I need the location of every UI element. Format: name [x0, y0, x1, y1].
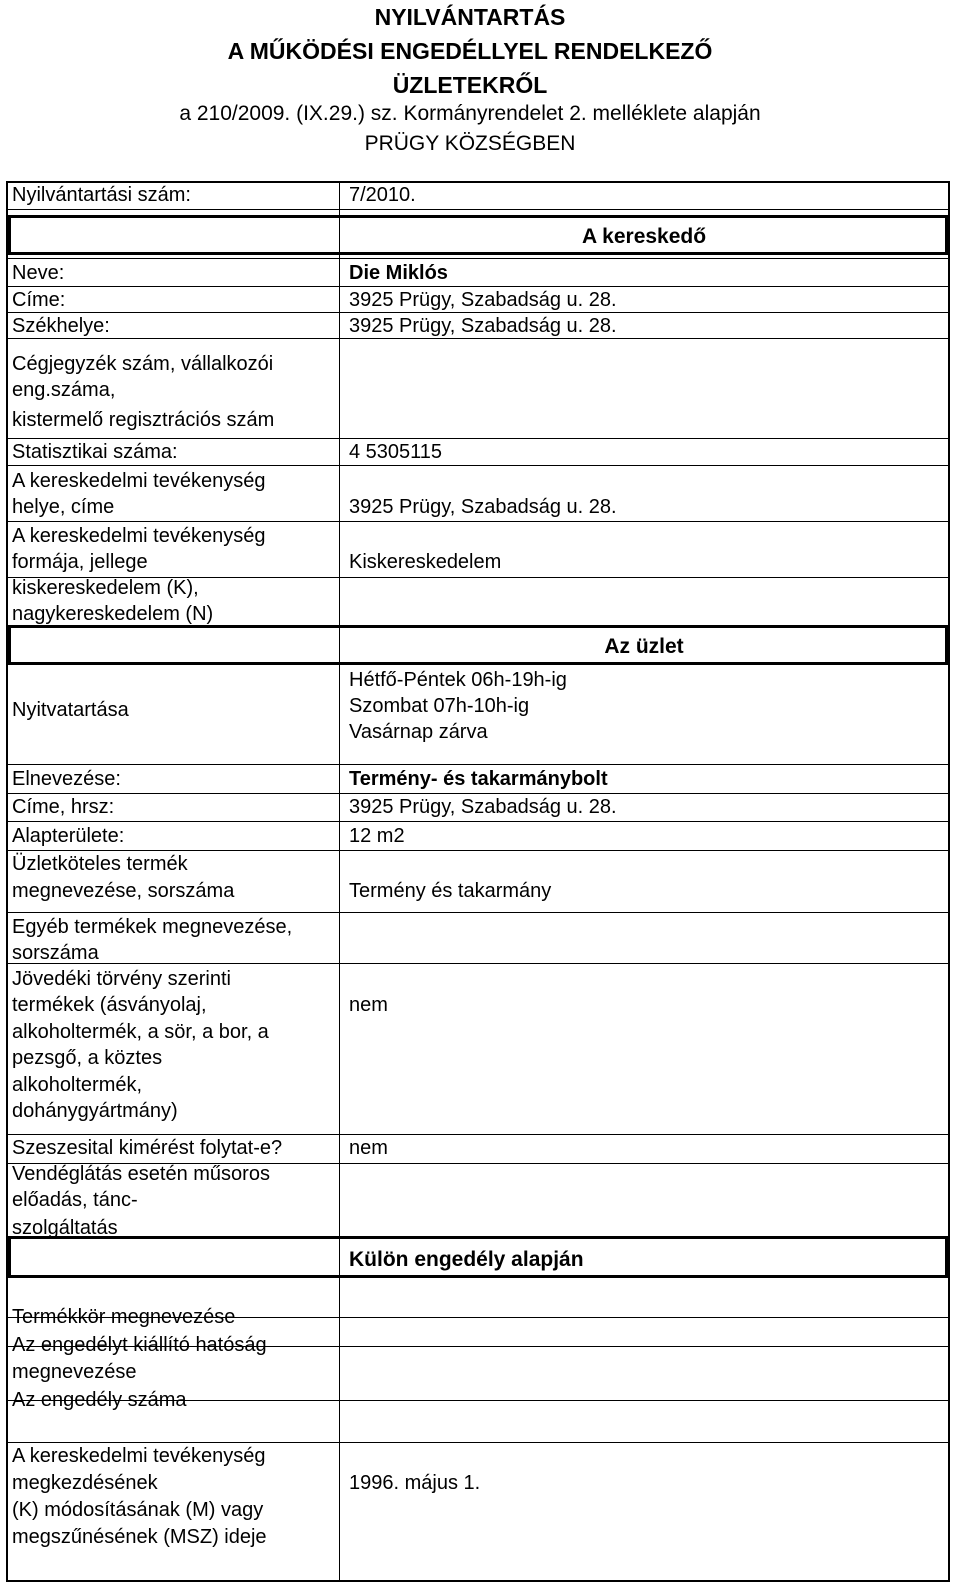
shop-excise-label-3: alkoholtermék, a sör, a bor, a [12, 1021, 269, 1043]
shop-other-label-2: sorszáma [12, 942, 99, 964]
start-label-3: (K) módosításának (M) vagy [12, 1499, 264, 1521]
shop-product-label-1: Üzletköteles termék [12, 853, 188, 875]
trader-form-label-2: formája, jellege [12, 551, 148, 573]
trader-kn-label-1: kiskereskedelem (K), [12, 577, 199, 599]
shop-show-label-2: előadás, tánc- [12, 1189, 138, 1211]
doc-title-line-1: NYILVÁNTARTÁS [374, 4, 566, 30]
registry-number-value: 7/2010. [349, 184, 416, 206]
trader-place-value: 3925 Prügy, Szabadság u. 28. [349, 496, 617, 518]
start-date-value: 1996. május 1. [349, 1472, 481, 1494]
registry-number-label: Nyilvántartási szám: [12, 184, 191, 206]
registry-table [6, 181, 950, 1582]
trader-seat-label: Székhelye: [12, 315, 110, 337]
shop-product-label-2: megnevezése, sorszáma [12, 880, 235, 902]
trader-reg-label-1: Cégjegyzék szám, vállalkozói [12, 353, 274, 375]
start-label-1: A kereskedelmi tevékenység [12, 1445, 266, 1467]
permit-authority-label-1: Az engedélyt kiállító hatóság [12, 1334, 267, 1356]
doc-title-line-3: ÜZLETEKRŐL [392, 72, 548, 98]
section-shop-heading: Az üzlet [604, 635, 684, 658]
table-border-right [948, 181, 950, 1582]
row-divider [6, 912, 950, 913]
shop-area-label: Alapterülete: [12, 825, 125, 847]
doc-subtitle-village: PRÜGY KÖZSÉGBEN [364, 132, 576, 155]
permit-number-label: Az engedély száma [12, 1389, 187, 1411]
trader-address-value: 3925 Prügy, Szabadság u. 28. [349, 289, 617, 311]
shop-name-value: Termény- és takarmánybolt [349, 768, 608, 790]
shop-hours-saturday: Szombat 07h-10h-ig [349, 695, 530, 717]
shop-name-label: Elnevezése: [12, 768, 121, 790]
table-border-bottom [6, 1580, 950, 1582]
trader-name-value: Die Miklós [349, 262, 448, 284]
shop-product-value: Termény és takarmány [349, 880, 552, 902]
doc-title-line-2: A MŰKÖDÉSI ENGEDÉLLYEL RENDELKEZŐ [227, 38, 713, 64]
row-divider [6, 821, 950, 822]
trader-place-label-2: helye, címe [12, 496, 115, 518]
shop-hours-weekdays: Hétfő-Péntek 06h-19h-ig [349, 669, 567, 691]
shop-excise-value: nem [349, 994, 388, 1016]
shop-excise-label-2: termékek (ásványolaj, [12, 994, 207, 1016]
shop-excise-label-6: dohánygyártmány) [12, 1100, 178, 1122]
shop-address-label: Címe, hrsz: [12, 796, 115, 818]
trader-form-label-1: A kereskedelmi tevékenység [12, 525, 266, 547]
shop-show-label-3: szolgáltatás [12, 1217, 118, 1239]
row-divider [6, 209, 950, 210]
section-trader-heading: A kereskedő [581, 225, 707, 248]
row-divider [6, 963, 950, 964]
row-divider [6, 764, 950, 765]
row-divider [6, 465, 950, 466]
trader-reg-label-2: eng.száma, [12, 379, 116, 401]
shop-hours-label: Nyitvatartása [12, 699, 129, 721]
start-label-4: megszűnésének (MSZ) ideje [12, 1526, 267, 1548]
shop-excise-label-4: pezsgő, a köztes [12, 1047, 163, 1069]
trader-seat-value: 3925 Prügy, Szabadság u. 28. [349, 315, 617, 337]
trader-kn-label-2: nagykereskedelem (N) [12, 603, 214, 625]
shop-excise-label-1: Jövedéki törvény szerinti [12, 968, 231, 990]
section-permit-heading: Külön engedély alapján [349, 1248, 584, 1271]
row-divider [6, 521, 950, 522]
shop-show-label-1: Vendéglátás esetén műsoros [12, 1163, 270, 1185]
trader-name-label: Neve: [12, 262, 65, 284]
permit-range-label: Termékkör megnevezése [12, 1306, 236, 1328]
column-divider [339, 181, 340, 1582]
shop-spirit-value: nem [349, 1137, 388, 1159]
shop-other-label-1: Egyéb termékek megnevezése, [12, 916, 293, 938]
shop-area-value: 12 m2 [349, 825, 405, 847]
row-divider [6, 258, 950, 259]
trader-stat-label: Statisztikai száma: [12, 441, 178, 463]
trader-form-value: Kiskereskedelem [349, 551, 502, 573]
start-label-2: megkezdésének [12, 1472, 158, 1494]
shop-hours-sunday: Vasárnap zárva [349, 721, 488, 743]
table-border-left [6, 181, 8, 1582]
trader-stat-value: 4 5305115 [349, 441, 443, 463]
trader-place-label-1: A kereskedelmi tevékenység [12, 470, 266, 492]
trader-address-label: Címe: [12, 289, 66, 311]
shop-spirit-label: Szeszesital kimérést folytat-e? [12, 1137, 283, 1159]
trader-reg-label-3: kistermelő regisztrációs szám [12, 409, 275, 431]
permit-authority-label-2: megnevezése [12, 1361, 137, 1383]
shop-excise-label-5: alkoholtermék, [12, 1074, 143, 1096]
doc-subtitle-decree: a 210/2009. (IX.29.) sz. Kormányrendelet 2. melléklete alapján [179, 102, 761, 125]
column-divider [339, 1236, 340, 1278]
shop-address-value: 3925 Prügy, Szabadság u. 28. [349, 796, 617, 818]
